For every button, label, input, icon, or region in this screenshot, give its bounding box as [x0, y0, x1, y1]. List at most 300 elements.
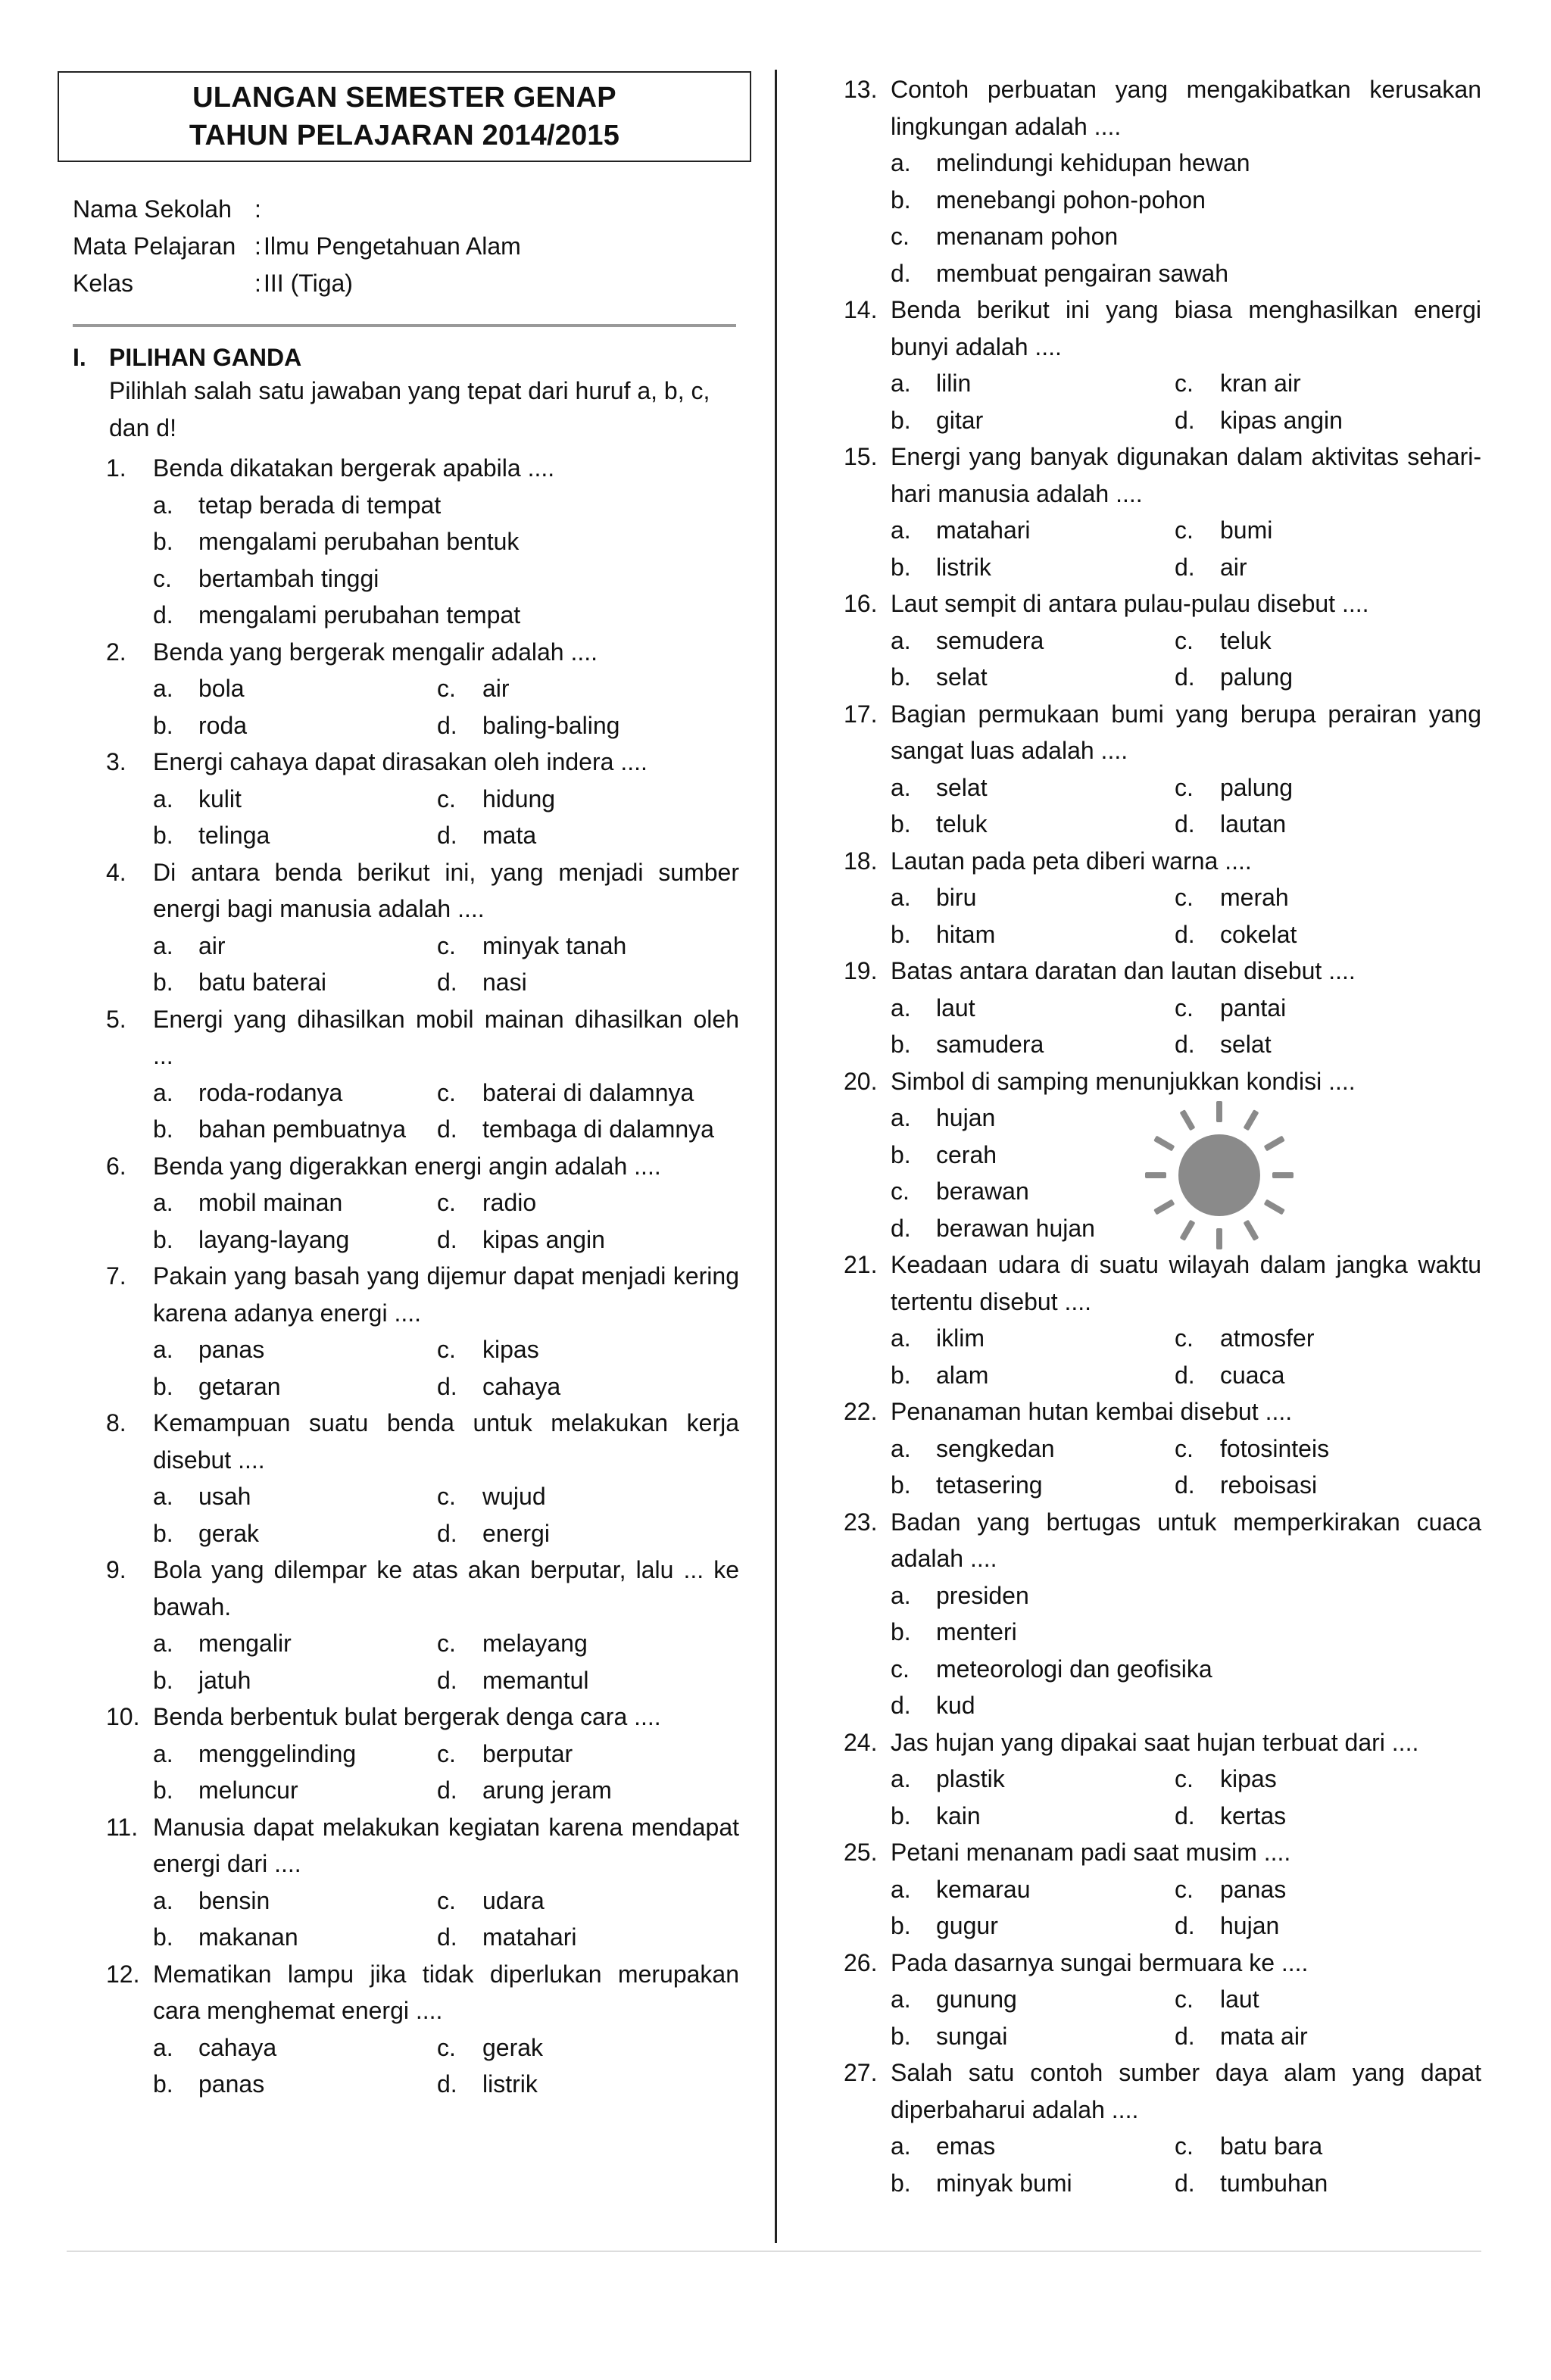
answer-option	[1175, 1798, 1481, 1835]
option-letter: a.	[153, 675, 173, 702]
answer-option	[1175, 1320, 1481, 1357]
question-text: Batas antara daratan dan lautan disebut ....	[891, 957, 1356, 984]
option-text: matahari	[482, 1923, 577, 1951]
answer-option	[891, 659, 1175, 696]
option-text: presiden	[936, 1581, 1029, 1609]
option-letter: d.	[1175, 920, 1195, 948]
answer-option	[153, 1772, 437, 1809]
question-text: Petani menanam padi saat musim ....	[891, 1839, 1291, 1866]
question-item	[106, 450, 739, 634]
question-number: 15.	[844, 443, 878, 470]
info-label: Nama Sekolah	[73, 195, 232, 223]
option-text: alam	[936, 1361, 989, 1389]
option-letter: c.	[1175, 2132, 1194, 2160]
question-stem	[106, 1001, 739, 1075]
option-text: wujud	[482, 1483, 546, 1510]
answer-option	[1175, 365, 1481, 402]
option-letter: b.	[153, 1519, 173, 1547]
sun-ray	[1153, 1136, 1175, 1152]
answer-option	[1175, 2128, 1481, 2165]
info-value: Ilmu Pengetahuan Alam	[264, 232, 521, 260]
question-text: Salah satu contoh sumber daya alam yang dapat diperbaharui adalah ....	[891, 2059, 1481, 2123]
answer-options	[153, 1184, 739, 1258]
answer-options	[153, 781, 739, 854]
answer-option	[437, 1662, 739, 1699]
option-text: kertas	[1220, 1801, 1287, 1829]
answer-options	[153, 1736, 739, 1809]
option-letter: d.	[1175, 663, 1195, 691]
option-letter: a.	[891, 993, 911, 1022]
option-letter: d.	[1175, 1361, 1195, 1389]
question-stem	[106, 1809, 739, 1882]
option-letter: b.	[891, 663, 911, 691]
option-letter: c.	[891, 223, 910, 250]
option-text: menteri	[936, 1618, 1017, 1645]
answer-option	[153, 1736, 437, 1773]
option-text: berawan hujan	[936, 1214, 1095, 1242]
option-letter: c.	[1175, 626, 1194, 654]
answer-options	[153, 1882, 739, 1956]
answer-option	[891, 990, 1175, 1027]
option-letter: d.	[1175, 1031, 1195, 1058]
question-stem	[844, 696, 1481, 769]
question-stem	[844, 71, 1481, 145]
option-text: panas	[1220, 1875, 1287, 1903]
option-text: hujan	[936, 1104, 996, 1131]
answer-option	[1175, 879, 1481, 916]
option-text: hitam	[936, 920, 996, 948]
option-text: palung	[1220, 773, 1294, 801]
option-letter: d.	[891, 259, 911, 287]
answer-options	[891, 1320, 1481, 1393]
question-item	[844, 1504, 1481, 1724]
option-letter: c.	[891, 1178, 910, 1205]
option-letter: d.	[437, 1372, 457, 1400]
option-text: panas	[198, 1336, 265, 1363]
option-letter: b.	[153, 528, 173, 555]
answer-option	[891, 1761, 1175, 1798]
option-text: laut	[936, 993, 975, 1022]
answer-option	[153, 487, 739, 524]
option-text: telinga	[198, 822, 270, 849]
option-letter: c.	[1175, 993, 1194, 1022]
option-letter: a.	[891, 773, 911, 801]
answer-option	[437, 670, 739, 707]
option-text: semudera	[936, 626, 1044, 654]
answer-option	[1175, 1871, 1481, 1908]
option-letter: a.	[153, 1483, 173, 1510]
option-letter: a.	[153, 931, 173, 959]
answer-option	[437, 817, 739, 854]
answer-option	[1175, 512, 1481, 549]
option-letter: d.	[1175, 553, 1195, 581]
question-number: 21.	[844, 1251, 878, 1278]
answer-option	[153, 1662, 437, 1699]
question-text: Manusia dapat melakukan kegiatan karena mendapat energi dari ....	[153, 1813, 739, 1877]
info-label: Mata Pelajaran	[73, 232, 236, 260]
option-text: mata	[482, 822, 537, 849]
question-number: 8.	[106, 1409, 126, 1436]
option-text: plastik	[936, 1765, 1005, 1792]
answer-option	[1175, 622, 1481, 660]
question-text: Mematikan lampu jika tidak diperlukan merupakan cara menghemat energi ....	[153, 1960, 739, 2024]
option-letter: c.	[437, 2033, 456, 2061]
section-instruction: Pilihlah salah satu jawaban yang tepat dari huruf a, b, c, dan d!	[109, 377, 710, 441]
answer-option	[1175, 990, 1481, 1027]
option-text: iklim	[936, 1324, 985, 1352]
option-text: palung	[1220, 663, 1294, 691]
option-text: menanam pohon	[936, 223, 1119, 250]
option-text: listrik	[936, 553, 991, 581]
option-letter: c.	[437, 675, 456, 702]
question-stem	[844, 1724, 1481, 1761]
option-text: biru	[936, 884, 977, 911]
option-text: cerah	[936, 1140, 997, 1168]
option-letter: d.	[891, 1214, 911, 1242]
option-text: meluncur	[198, 1776, 298, 1804]
option-letter: c.	[1175, 773, 1194, 801]
question-number: 22.	[844, 1398, 878, 1425]
question-text: Laut sempit di antara pulau-pulau disebut ....	[891, 590, 1369, 617]
option-text: mengalir	[198, 1630, 292, 1657]
section-title: PILIHAN GANDA	[109, 344, 302, 371]
answer-option	[153, 1478, 437, 1515]
question-text: Benda dikatakan bergerak apabila ....	[153, 454, 555, 482]
answer-option	[153, 1184, 437, 1221]
option-letter: d.	[1175, 1471, 1195, 1499]
option-text: cuaca	[1220, 1361, 1285, 1389]
answer-option	[891, 769, 1175, 806]
option-letter: b.	[153, 1666, 173, 1694]
question-stem	[844, 953, 1481, 990]
info-row-school	[73, 191, 521, 228]
option-letter: c.	[437, 1886, 456, 1914]
answer-option	[891, 2165, 1175, 2202]
option-text: merah	[1220, 884, 1289, 911]
question-item	[106, 634, 739, 744]
answer-option	[1175, 2165, 1481, 2202]
answer-option	[437, 1515, 739, 1552]
answer-option	[891, 402, 1175, 439]
option-text: air	[198, 931, 226, 959]
option-text: emas	[936, 2132, 996, 2160]
sun-ray	[1264, 1199, 1285, 1215]
question-number: 23.	[844, 1508, 878, 1536]
option-text: berputar	[482, 1739, 573, 1767]
option-text: reboisasi	[1220, 1471, 1318, 1499]
sun-icon	[1144, 1100, 1295, 1251]
column-divider	[775, 70, 777, 2243]
question-number: 13.	[844, 76, 878, 103]
answer-options	[153, 2029, 739, 2103]
answer-option	[437, 1625, 739, 1662]
answer-option	[153, 523, 739, 560]
answer-option	[153, 707, 437, 744]
option-letter: c.	[1175, 1765, 1194, 1792]
answer-option	[891, 512, 1175, 549]
option-text: selat	[936, 663, 988, 691]
question-item	[844, 843, 1481, 953]
option-text: bertambah tinggi	[198, 564, 379, 592]
option-text: tumbuhan	[1220, 2169, 1328, 2197]
option-text: mengalami perubahan tempat	[198, 601, 521, 629]
answer-option	[1175, 1430, 1481, 1468]
option-letter: b.	[891, 553, 911, 581]
option-text: cokelat	[1220, 920, 1297, 948]
question-text: Contoh perbuatan yang mengakibatkan kerusakan lingkungan adalah ....	[891, 76, 1481, 140]
option-letter: b.	[153, 1923, 173, 1951]
answer-option	[891, 218, 1481, 255]
info-row-subject	[73, 228, 521, 265]
question-text: Simbol di samping menunjukkan kondisi ....	[891, 1067, 1356, 1095]
answer-options	[891, 145, 1481, 292]
answer-options	[891, 365, 1481, 438]
option-text: meteorologi dan geofisika	[936, 1655, 1212, 1683]
option-letter: c.	[1175, 1985, 1194, 2013]
answer-options	[891, 1577, 1481, 1724]
question-number: 24.	[844, 1728, 878, 1756]
answer-option	[891, 1026, 1175, 1063]
option-text: laut	[1220, 1985, 1259, 2013]
answer-option	[891, 145, 1481, 182]
answer-option	[153, 1919, 437, 1956]
question-stem	[106, 1698, 739, 1736]
option-letter: d.	[1175, 406, 1195, 434]
question-text: Pakain yang basah yang dijemur dapat menjadi kering karena adanya energi ....	[153, 1262, 739, 1327]
question-stem	[844, 2054, 1481, 2128]
question-number: 1.	[106, 454, 126, 482]
exam-title: ULANGAN SEMESTER GENAP	[192, 82, 616, 114]
option-text: tembaga di dalamnya	[482, 1115, 714, 1143]
footer-divider	[67, 2251, 1481, 2252]
question-stem	[106, 450, 739, 487]
answer-option	[153, 560, 739, 597]
question-text: Energi yang dihasilkan mobil mainan dihasilkan oleh ...	[153, 1005, 739, 1069]
answer-option	[1175, 916, 1481, 953]
info-separator: :	[254, 195, 261, 223]
option-text: roda	[198, 711, 248, 739]
option-letter: b.	[153, 1372, 173, 1400]
answer-option	[891, 1981, 1175, 2018]
option-letter: a.	[153, 1336, 173, 1363]
option-letter: b.	[891, 2169, 911, 2197]
option-text: kain	[936, 1801, 981, 1829]
question-number: 27.	[844, 2059, 878, 2086]
answer-option	[437, 707, 739, 744]
sun-ray	[1153, 1199, 1175, 1215]
question-stem	[844, 292, 1481, 365]
question-stem	[844, 1504, 1481, 1577]
option-letter: b.	[891, 920, 911, 948]
option-text: kemarau	[936, 1875, 1031, 1903]
option-text: baterai di dalamnya	[482, 1078, 694, 1106]
option-text: bahan pembuatnya	[198, 1115, 406, 1143]
option-text: kipas angin	[482, 1225, 605, 1253]
question-list-left	[106, 450, 739, 2103]
option-letter: c.	[437, 1336, 456, 1363]
answer-options	[891, 879, 1481, 953]
question-text: Energi cahaya dapat dirasakan oleh indera ....	[153, 748, 648, 775]
option-text: hujan	[1220, 1912, 1280, 1939]
option-text: samudera	[936, 1031, 1044, 1058]
answer-option	[153, 1111, 437, 1148]
option-letter: d.	[437, 969, 457, 996]
option-letter: b.	[891, 1031, 911, 1058]
answer-options	[153, 1478, 739, 1552]
option-text: batu bara	[1220, 2132, 1323, 2160]
option-letter: a.	[153, 1189, 173, 1216]
option-text: mata air	[1220, 2022, 1308, 2050]
option-text: fotosinteis	[1220, 1434, 1330, 1462]
option-text: memantul	[482, 1666, 589, 1694]
question-item	[844, 438, 1481, 585]
question-text: Benda yang digerakkan energi angin adalah ....	[153, 1152, 661, 1180]
option-text: selat	[1220, 1031, 1272, 1058]
question-number: 20.	[844, 1067, 878, 1095]
option-letter: a.	[153, 1739, 173, 1767]
option-letter: a.	[153, 1630, 173, 1657]
option-letter: a.	[891, 1765, 911, 1792]
answer-option	[153, 817, 437, 854]
option-text: gerak	[482, 2033, 544, 2061]
question-item	[844, 1945, 1481, 2055]
question-number: 11.	[106, 1813, 139, 1841]
answer-options	[153, 1075, 739, 1148]
question-item	[106, 1258, 739, 1405]
question-stem	[106, 854, 739, 928]
option-letter: a.	[153, 1078, 173, 1106]
option-letter: d.	[891, 1692, 911, 1719]
answer-option	[437, 781, 739, 818]
question-stem	[844, 1393, 1481, 1430]
answer-option	[153, 670, 437, 707]
option-letter: d.	[437, 1666, 457, 1694]
answer-option	[891, 622, 1175, 660]
answer-option	[1175, 1981, 1481, 2018]
answer-options	[891, 769, 1481, 843]
question-number: 14.	[844, 296, 878, 323]
question-item	[106, 1405, 739, 1552]
sun-ray	[1216, 1228, 1222, 1249]
option-text: baling-baling	[482, 711, 620, 739]
answer-option	[891, 1467, 1175, 1504]
option-letter: d.	[437, 1923, 457, 1951]
option-letter: a.	[891, 370, 911, 397]
question-item	[844, 292, 1481, 438]
question-text: Benda yang bergerak mengalir adalah ....	[153, 638, 598, 666]
info-separator: :	[254, 232, 261, 260]
answer-option	[153, 964, 437, 1001]
question-number: 16.	[844, 590, 878, 617]
answer-option	[437, 1221, 739, 1259]
question-item	[844, 953, 1481, 1063]
answer-option	[437, 1772, 739, 1809]
question-stem	[844, 1834, 1481, 1871]
option-text: kipas	[1220, 1765, 1277, 1792]
option-letter: b.	[891, 1471, 911, 1499]
answer-option	[891, 1430, 1175, 1468]
answer-options	[153, 487, 739, 634]
option-letter: c.	[1175, 370, 1194, 397]
question-stem	[844, 438, 1481, 512]
option-letter: d.	[1175, 2022, 1195, 2050]
option-text: sengkedan	[936, 1434, 1055, 1462]
answer-options	[153, 1625, 739, 1698]
question-stem	[844, 1246, 1481, 1320]
answer-option	[1175, 769, 1481, 806]
option-letter: c.	[891, 1655, 910, 1683]
option-text: getaran	[198, 1372, 281, 1400]
question-number: 4.	[106, 858, 126, 886]
section-heading	[73, 342, 739, 373]
answer-option	[153, 1331, 437, 1368]
answer-option	[437, 1478, 739, 1515]
question-stem	[844, 843, 1481, 880]
question-item	[106, 1148, 739, 1259]
student-info	[73, 191, 521, 302]
question-stem	[106, 1405, 739, 1478]
question-stem	[106, 1148, 739, 1185]
option-letter: b.	[891, 1912, 911, 1939]
option-letter: a.	[891, 1434, 911, 1462]
answer-option	[891, 1871, 1175, 1908]
option-letter: d.	[1175, 1912, 1195, 1939]
answer-options	[153, 670, 739, 744]
option-text: air	[1220, 553, 1247, 581]
option-letter: a.	[891, 884, 911, 911]
answer-option	[891, 365, 1175, 402]
question-stem	[106, 1258, 739, 1331]
answer-option	[1175, 549, 1481, 586]
section-number: I.	[73, 344, 86, 371]
question-number: 9.	[106, 1556, 126, 1583]
question-number: 10.	[106, 1703, 140, 1730]
question-stem	[106, 634, 739, 671]
answer-option	[153, 1882, 437, 1920]
answer-option	[1175, 659, 1481, 696]
question-item	[844, 1246, 1481, 1393]
answer-options	[891, 622, 1481, 696]
option-letter: a.	[153, 784, 173, 813]
answer-option	[891, 255, 1481, 292]
option-text: radio	[482, 1189, 537, 1216]
option-text: kud	[936, 1692, 975, 1719]
answer-options	[153, 928, 739, 1001]
option-text: matahari	[936, 516, 1031, 544]
option-text: usah	[198, 1483, 251, 1510]
answer-options	[891, 1981, 1481, 2054]
answer-option	[437, 2066, 739, 2103]
option-text: bensin	[198, 1886, 270, 1914]
option-letter: a.	[891, 1581, 911, 1609]
option-text: batu baterai	[198, 969, 327, 996]
option-letter: a.	[891, 1875, 911, 1903]
question-text: Jas hujan yang dipakai saat hujan terbuat dari ....	[891, 1728, 1419, 1756]
option-text: air	[482, 675, 510, 702]
option-letter: b.	[891, 1361, 911, 1389]
option-text: mobil mainan	[198, 1189, 343, 1216]
question-number: 19.	[844, 957, 878, 984]
option-letter: b.	[891, 186, 911, 214]
question-text: Badan yang bertugas untuk memperkirakan cuaca adalah ....	[891, 1508, 1481, 1572]
answer-option	[891, 1798, 1175, 1835]
answer-option	[891, 1577, 1481, 1614]
question-stem	[106, 1552, 739, 1625]
answer-option	[153, 2029, 437, 2067]
answer-option	[437, 1184, 739, 1221]
title-box	[58, 71, 751, 162]
option-letter: a.	[891, 516, 911, 544]
